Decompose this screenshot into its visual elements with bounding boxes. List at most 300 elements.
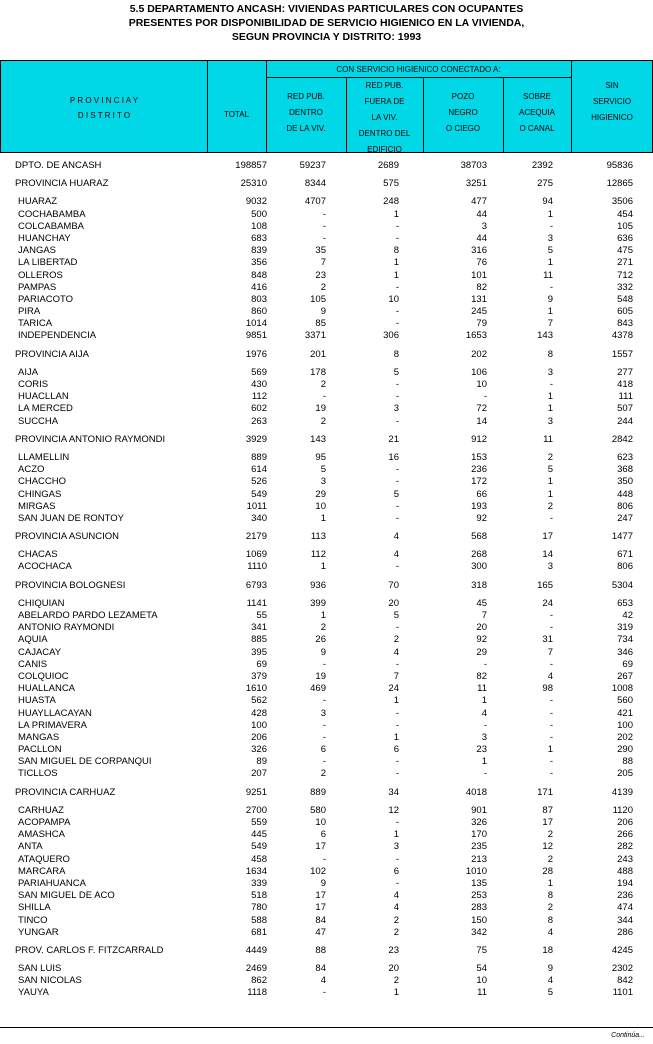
table-row — [0, 732, 653, 744]
row-name: CHACAS — [18, 549, 58, 561]
row-value: 20 — [388, 963, 399, 975]
table-row — [0, 282, 653, 294]
row-value: - — [549, 756, 553, 768]
row-value: 562 — [251, 695, 267, 707]
row-value: 2 — [547, 451, 553, 463]
row-name: PROV. CARLOS F. FITZCARRALD — [15, 944, 164, 956]
row-value: - — [395, 768, 399, 780]
table-row — [0, 915, 653, 927]
row-value: 1101 — [612, 987, 633, 999]
row-value: 346 — [617, 646, 633, 658]
row-value: 236 — [471, 464, 487, 476]
row-value: - — [322, 695, 326, 707]
row-value: 316 — [471, 245, 487, 257]
row-value: 469 — [310, 683, 326, 695]
row-value: 549 — [251, 841, 267, 853]
table-row — [0, 866, 653, 878]
table-row — [0, 987, 653, 999]
row-value: 17 — [542, 817, 553, 828]
row-name: LA PRIMAVERA — [18, 719, 87, 731]
table-row — [0, 756, 653, 768]
row-value: 1 — [481, 756, 487, 768]
table-row — [0, 476, 653, 488]
row-name: CHIQUIAN — [18, 597, 65, 609]
row-value: 1011 — [246, 500, 267, 512]
row-name: COCHABAMBA — [18, 208, 86, 220]
row-value: - — [395, 391, 399, 403]
row-value: 8 — [547, 348, 553, 360]
title-line-3: SEGUN PROVINCIA Y DISTRITO: 1993 — [231, 31, 422, 43]
row-value: 1 — [547, 257, 553, 269]
row-value: 290 — [617, 744, 633, 756]
table-row — [0, 489, 653, 501]
row-value: - — [483, 658, 487, 670]
row-value: - — [395, 220, 399, 232]
row-value: 3251 — [465, 178, 487, 190]
row-value: 69 — [256, 658, 267, 670]
row-value: 843 — [617, 318, 633, 330]
table-row — [0, 270, 653, 282]
table-row — [0, 927, 653, 939]
title-line-2: PRESENTES POR DISPONIBILIDAD DE SERVICIO HIGIENICO EN LA VIVIENDA, — [128, 17, 525, 29]
row-value: 23 — [388, 944, 399, 956]
row-value: 202 — [617, 731, 633, 743]
row-value: - — [549, 695, 553, 707]
row-name: PROVINCIA HUARAZ — [15, 178, 109, 190]
row-value: 319 — [617, 622, 633, 634]
row-name: AQUIA — [18, 634, 48, 646]
row-value: 9032 — [245, 196, 267, 208]
row-value: 6 — [393, 865, 399, 877]
row-value: 55 — [256, 610, 267, 621]
row-value: - — [395, 464, 399, 476]
row-value: - — [483, 768, 487, 780]
row-value: 17 — [315, 841, 326, 853]
row-value: 19 — [315, 670, 326, 682]
row-value: 1 — [547, 306, 553, 318]
row-name: TICLLOS — [18, 768, 58, 780]
header-distrito: D I S T R I T O — [77, 111, 131, 120]
row-value: 82 — [476, 670, 487, 682]
row-value: 477 — [471, 196, 487, 208]
row-value: 3 — [393, 403, 399, 415]
row-value: 430 — [251, 379, 267, 390]
row-value: 445 — [251, 829, 267, 841]
row-value: 11 — [477, 987, 487, 999]
table-header — [0, 60, 653, 153]
row-value: - — [395, 853, 399, 865]
row-name: HUANCHAY — [18, 232, 71, 244]
row-name: AIJA — [18, 366, 39, 378]
row-value: 8 — [393, 245, 399, 257]
table-row — [0, 257, 653, 269]
row-value: 171 — [537, 786, 553, 798]
row-value: - — [549, 719, 553, 731]
row-name: AMASHCA — [18, 829, 65, 841]
row-value: 8 — [547, 890, 553, 902]
row-value: - — [549, 658, 553, 670]
row-name: HUARAZ — [18, 196, 58, 208]
table-row — [0, 695, 653, 707]
row-value: 84 — [315, 963, 326, 975]
row-value: - — [322, 220, 326, 232]
row-value: 150 — [471, 914, 487, 926]
row-name: PIRA — [18, 306, 41, 318]
table-row — [0, 403, 653, 415]
row-value: 9 — [320, 306, 326, 318]
row-name: MANGAS — [18, 731, 60, 743]
row-value: 2 — [393, 634, 399, 646]
row-value: 12 — [542, 841, 553, 853]
table-row — [0, 890, 653, 902]
row-value: 253 — [471, 890, 487, 902]
row-value: 248 — [383, 196, 399, 208]
row-value: 623 — [617, 451, 633, 463]
row-value: - — [322, 987, 326, 999]
row-value: 2179 — [245, 531, 267, 543]
row-value: 201 — [310, 348, 326, 360]
row-value: 206 — [251, 731, 267, 743]
row-value: 283 — [471, 902, 487, 914]
row-value: 92 — [476, 634, 487, 646]
row-value: 153 — [471, 451, 487, 463]
row-value: - — [395, 622, 399, 634]
row-value: 2 — [547, 902, 553, 914]
row-value: 14 — [542, 549, 553, 561]
row-value: 9 — [547, 293, 553, 305]
row-value: 17 — [315, 890, 326, 902]
row-value: 102 — [310, 865, 326, 877]
row-value: 2302 — [611, 963, 633, 975]
row-value: 1008 — [611, 683, 633, 695]
row-value: 326 — [471, 817, 487, 828]
row-value: 6 — [320, 829, 326, 841]
row-value: 458 — [251, 853, 267, 865]
table-row — [0, 306, 653, 318]
row-value: 10 — [315, 500, 326, 512]
table-row — [0, 245, 653, 257]
row-value: 1014 — [245, 318, 267, 330]
row-value: 602 — [251, 403, 267, 415]
row-value: 1 — [393, 269, 399, 281]
table-row — [0, 416, 653, 428]
row-value: 560 — [617, 695, 633, 707]
row-value: 206 — [617, 817, 633, 828]
table-row — [0, 963, 653, 975]
row-value: 1 — [547, 877, 553, 889]
row-value: 1 — [547, 476, 553, 488]
row-name: SAN LUIS — [18, 963, 62, 975]
row-name: CHINGAS — [18, 488, 62, 500]
row-value: 9 — [547, 963, 553, 975]
row-value: 4707 — [304, 196, 326, 208]
row-value: 24 — [388, 683, 399, 695]
row-value: 379 — [251, 670, 267, 682]
header-sin-servicio: SIN SERVICIO HIGIENICO — [591, 81, 633, 122]
row-value: 88 — [315, 944, 326, 956]
row-name: ANTONIO RAYMONDI — [18, 622, 115, 634]
table-row — [0, 854, 653, 866]
row-value: 143 — [537, 330, 553, 342]
row-value: 7 — [547, 318, 553, 330]
row-value: 6793 — [245, 579, 267, 591]
row-value: 2842 — [611, 433, 633, 445]
table-row — [0, 829, 653, 841]
row-value: 170 — [471, 829, 487, 841]
row-value: 9 — [320, 877, 326, 889]
row-value: 267 — [617, 670, 633, 682]
row-value: 368 — [617, 464, 633, 476]
row-value: 1120 — [612, 804, 633, 816]
row-value: 889 — [310, 786, 326, 798]
row-value: - — [395, 232, 399, 244]
row-value: 131 — [471, 293, 487, 305]
row-value: 105 — [617, 220, 633, 232]
row-value: 5 — [547, 245, 553, 257]
table-row — [0, 805, 653, 817]
row-value: 4378 — [611, 330, 633, 342]
row-value: 12865 — [606, 178, 633, 190]
table-row — [0, 464, 653, 476]
row-value: 2392 — [531, 160, 553, 171]
row-value: 839 — [251, 245, 267, 257]
row-value: 54 — [476, 963, 487, 975]
row-value: 26 — [315, 634, 326, 646]
row-value: 326 — [251, 744, 267, 756]
row-value: 198857 — [235, 160, 267, 171]
row-value: 342 — [471, 926, 487, 938]
row-value: 42 — [622, 610, 633, 621]
row-value: 344 — [617, 914, 633, 926]
row-value: 79 — [476, 318, 487, 330]
row-value: - — [322, 719, 326, 731]
row-value: 1477 — [611, 531, 633, 543]
row-value: 268 — [471, 549, 487, 561]
row-value: 395 — [251, 646, 267, 658]
row-value: 448 — [617, 488, 633, 500]
row-value: 936 — [310, 579, 326, 591]
row-value: 25310 — [240, 178, 267, 190]
row-value: 245 — [471, 306, 487, 318]
row-value: 4 — [481, 707, 487, 719]
department-total-row — [0, 160, 653, 172]
row-value: 3506 — [611, 196, 633, 208]
table-row — [0, 318, 653, 330]
row-value: - — [395, 512, 399, 524]
row-value: 88 — [622, 756, 633, 768]
row-value: 271 — [617, 257, 633, 269]
row-value: - — [549, 220, 553, 232]
row-value: - — [483, 391, 487, 403]
row-value: - — [322, 208, 326, 220]
row-name: PROVINCIA BOLOGNESI — [15, 579, 126, 591]
row-value: 29 — [315, 488, 326, 500]
row-value: 418 — [617, 379, 633, 390]
row-value: 92 — [476, 512, 487, 524]
row-value: 1 — [320, 561, 326, 573]
row-name: COLCABAMBA — [18, 220, 84, 232]
row-value: 178 — [310, 366, 326, 378]
row-value: 862 — [251, 975, 267, 987]
table-row — [0, 683, 653, 695]
row-value: 7 — [481, 610, 487, 621]
row-value: - — [322, 391, 326, 403]
header-pozo: POZO NEGRO O CIEGO — [445, 92, 481, 133]
row-name: PROVINCIA ANTONIO RAYMONDI — [15, 433, 166, 445]
row-value: - — [395, 318, 399, 330]
row-value: 9251 — [245, 786, 267, 798]
row-value: 275 — [537, 178, 553, 190]
table-row — [0, 452, 653, 464]
row-name: YUNGAR — [18, 926, 59, 938]
row-value: 1 — [320, 512, 326, 524]
table-row — [0, 744, 653, 756]
row-value: 282 — [617, 841, 633, 853]
table-row — [0, 841, 653, 853]
province-row — [0, 178, 653, 190]
row-value: 860 — [251, 306, 267, 318]
header-provincia: P R O V I N C I A Y — [69, 96, 139, 105]
row-name: COLQUIOC — [18, 670, 69, 682]
row-value: 12 — [388, 804, 399, 816]
row-value: 605 — [617, 306, 633, 318]
row-value: 806 — [617, 500, 633, 512]
row-value: 507 — [617, 403, 633, 415]
table-row — [0, 708, 653, 720]
row-name: OLLEROS — [18, 269, 63, 281]
row-name: ABELARDO PARDO LEZAMETA — [18, 610, 158, 621]
row-value: 243 — [617, 853, 633, 865]
row-name: DPTO. DE ANCASH — [15, 160, 102, 171]
row-value: 3 — [320, 476, 326, 488]
row-name: TARICA — [18, 318, 53, 330]
row-value: 1557 — [611, 348, 633, 360]
row-value: 3 — [481, 220, 487, 232]
row-value: 1 — [481, 695, 487, 707]
row-name: MARCARA — [18, 865, 66, 877]
row-name: PROVINCIA CARHUAZ — [15, 786, 116, 798]
row-value: 111 — [618, 391, 633, 403]
province-row — [0, 580, 653, 592]
table-row — [0, 391, 653, 403]
row-value: 5 — [547, 987, 553, 999]
row-value: 5304 — [611, 579, 633, 591]
row-name: PROVINCIA AIJA — [15, 348, 89, 360]
row-value: - — [322, 853, 326, 865]
row-value: 488 — [617, 865, 633, 877]
row-value: 7 — [547, 646, 553, 658]
bottom-rule — [0, 1027, 653, 1028]
row-value: 1010 — [465, 865, 487, 877]
row-value: 1653 — [465, 330, 487, 342]
row-value: - — [395, 379, 399, 390]
row-value: - — [395, 817, 399, 828]
row-value: 8344 — [304, 178, 326, 190]
row-value: 112 — [310, 549, 326, 561]
row-value: 106 — [471, 366, 487, 378]
row-value: 588 — [251, 914, 267, 926]
row-value: 889 — [251, 451, 267, 463]
row-value: 580 — [310, 804, 326, 816]
row-value: 3929 — [245, 433, 267, 445]
row-value: 318 — [471, 579, 487, 591]
row-value: - — [549, 622, 553, 634]
row-value: - — [395, 561, 399, 573]
row-name: HUAYLLACAYAN — [18, 707, 92, 719]
row-name: HUACLLAN — [18, 391, 69, 403]
row-value: 113 — [310, 531, 326, 543]
row-value: 14 — [476, 415, 487, 427]
row-value: 108 — [251, 220, 267, 232]
row-value: 2689 — [377, 160, 399, 171]
row-value: 848 — [251, 269, 267, 281]
row-name: ACOCHACA — [18, 561, 72, 573]
row-value: - — [549, 731, 553, 743]
row-value: 112 — [251, 391, 267, 403]
row-value: 2469 — [245, 963, 267, 975]
row-name: ACOPAMPA — [18, 817, 71, 828]
row-value: 11 — [477, 683, 487, 695]
row-value: 244 — [617, 415, 633, 427]
row-value: 82 — [476, 281, 487, 293]
row-value: 2 — [320, 379, 326, 390]
row-name: ANTA — [18, 841, 43, 853]
row-value: 300 — [471, 561, 487, 573]
row-value: 1 — [393, 257, 399, 269]
row-name: PAMPAS — [18, 281, 57, 293]
row-value: 1 — [393, 731, 399, 743]
row-value: 205 — [617, 768, 633, 780]
row-value: 1 — [393, 695, 399, 707]
continua-note: Continúa... — [611, 1032, 645, 1039]
row-value: 885 — [251, 634, 267, 646]
row-value: 3 — [547, 232, 553, 244]
table-row — [0, 561, 653, 573]
table-row — [0, 817, 653, 829]
row-value: 5 — [320, 464, 326, 476]
row-value: - — [322, 658, 326, 670]
row-value: 1 — [547, 744, 553, 756]
row-value: 236 — [617, 890, 633, 902]
row-name: PARIAHUANCA — [18, 877, 86, 889]
row-value: 18 — [542, 944, 553, 956]
row-value: 4 — [547, 926, 553, 938]
header-total: TOTAL — [223, 110, 250, 119]
row-name: LA MERCED — [18, 403, 73, 415]
row-value: 4 — [393, 549, 399, 561]
row-value: 87 — [542, 804, 553, 816]
row-value: 671 — [617, 549, 633, 561]
row-value: - — [549, 379, 553, 390]
row-value: 135 — [471, 877, 487, 889]
row-name: SUCCHA — [18, 415, 59, 427]
table-row — [0, 221, 653, 233]
row-value: 44 — [476, 232, 487, 244]
row-value: 4245 — [611, 944, 633, 956]
row-value: 213 — [471, 853, 487, 865]
row-value: 1069 — [245, 549, 267, 561]
row-value: 31 — [542, 634, 553, 646]
row-name: SAN MIGUEL DE CORPANQUI — [18, 756, 152, 768]
table-row — [0, 549, 653, 561]
table-row — [0, 513, 653, 525]
row-value: 4 — [393, 890, 399, 902]
title-line-1: 5.5 DEPARTAMENTO ANCASH: VIVIENDAS PARTICULARES CON OCUPANTES — [129, 3, 524, 15]
row-value: 235 — [471, 841, 487, 853]
row-value: - — [395, 707, 399, 719]
row-value: 100 — [251, 719, 267, 731]
row-value: 614 — [251, 464, 267, 476]
